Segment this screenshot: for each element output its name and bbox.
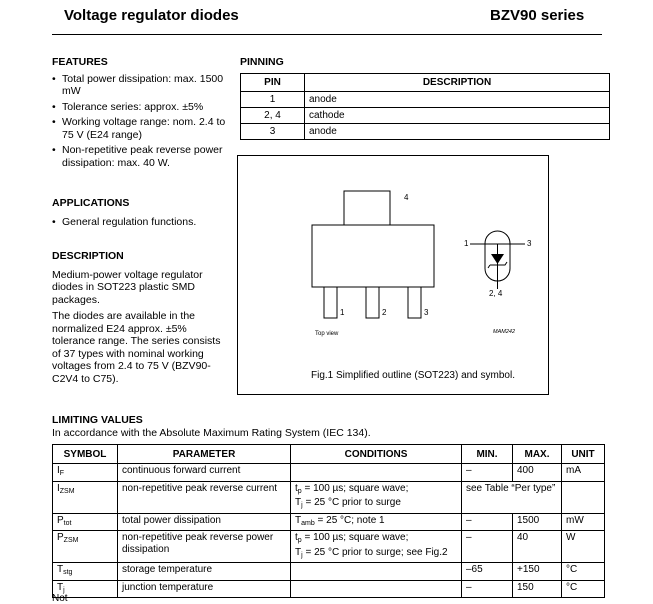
pinning-heading: PINNING	[240, 56, 284, 68]
symbol-label-1: 1	[464, 239, 469, 248]
figure-box	[237, 155, 549, 395]
parameter-cell: non-repetitive peak reverse current	[118, 481, 291, 513]
feature-item: • Working voltage range: nom. 2.4 to 75 V (E24 range)	[52, 116, 227, 141]
table-row	[53, 513, 605, 531]
min-cell: –	[462, 513, 513, 531]
unit-cell	[562, 481, 605, 513]
table-row	[53, 531, 605, 563]
description-heading: DESCRIPTION	[52, 250, 124, 262]
min-cell: –	[462, 464, 513, 482]
unit-cell: W	[562, 531, 605, 563]
conditions-cell: $T_{amb} = 25$ °C; note 1	[291, 513, 462, 531]
limiting-values-subtitle: In accordance with the Absolute Maximum Rating System (IEC 134).	[52, 427, 371, 439]
applications-heading: APPLICATIONS	[52, 197, 130, 209]
document-title: Voltage regulator diodes	[64, 7, 239, 24]
unit-cell: mW	[562, 513, 605, 531]
symbol-cell: $I_{ZSM}$	[53, 481, 118, 513]
leg-3	[408, 287, 421, 318]
min-cell: –	[462, 580, 513, 598]
top-view-label: Top view	[315, 331, 339, 337]
table-row	[53, 464, 605, 482]
parameter-cell: total power dissipation	[118, 513, 291, 531]
unit-cell: °C	[562, 563, 605, 581]
max-cell: +150	[513, 563, 562, 581]
description-section	[52, 250, 224, 389]
limiting-values-section	[52, 414, 605, 598]
pin-description-cell: anode	[305, 92, 610, 108]
symbol-cell: $I_F$	[53, 464, 118, 482]
table-row	[53, 580, 605, 598]
pin-description-cell: cathode	[305, 108, 610, 124]
label-pin1: 1	[340, 308, 345, 317]
min-cell: –	[462, 531, 513, 563]
pin-cell: 1	[241, 92, 305, 108]
table-row	[241, 108, 610, 124]
unit-cell: °C	[562, 580, 605, 598]
pinning-header-row	[241, 74, 610, 92]
leg-1	[324, 287, 337, 318]
diode-triangle-icon	[491, 254, 504, 264]
feature-item: • Non-repetitive peak reverse power dissipation: max. 40 W.	[52, 144, 227, 169]
parameter-column-header: PARAMETER	[118, 445, 291, 464]
unit-cell: mA	[562, 464, 605, 482]
parameter-cell: junction temperature	[118, 580, 291, 598]
header-rule	[52, 34, 602, 35]
applications-section	[52, 197, 227, 231]
figure-code: MAM242	[493, 329, 516, 335]
symbol-cell: $T_{stg}$	[53, 563, 118, 581]
features-section	[52, 56, 227, 172]
min-column-header: MIN.	[462, 445, 513, 464]
features-list	[52, 73, 227, 170]
symbol-cell: $P_{ZSM}$	[53, 531, 118, 563]
max-cell: 1500	[513, 513, 562, 531]
parameter-cell: storage temperature	[118, 563, 291, 581]
feature-item: • Total power dissipation: max. 1500 mW	[52, 73, 227, 98]
pinning-section	[240, 56, 610, 140]
document-series: BZV90 series	[490, 7, 585, 24]
symbol-cell: $P_{tot}$	[53, 513, 118, 531]
min-cell: –65	[462, 563, 513, 581]
conditions-cell	[291, 464, 462, 482]
max-cell: 400	[513, 464, 562, 482]
description-paragraph: Medium-power voltage regulator diodes in SOT223 plastic SMD packages.	[52, 268, 203, 306]
feature-item: • Tolerance series: approx. ±5%	[52, 101, 227, 114]
package-body	[312, 225, 434, 287]
table-row	[241, 92, 610, 108]
symbol-cell: $T_j$	[53, 580, 118, 598]
pin-cell: 2, 4	[241, 108, 305, 124]
pin-cell: 3	[241, 124, 305, 140]
conditions-cell: $t_p = 100$ µs; square wave; $T_j = 25$ °C prior to surge; see Fig.2	[291, 531, 462, 563]
max-column-header: MAX.	[513, 445, 562, 464]
conditions-column-header: CONDITIONS	[291, 445, 462, 464]
pin-column-header: PIN	[241, 74, 305, 92]
figure-caption: Fig.1 Simplified outline (SOT223) and symbol.	[311, 370, 515, 381]
symbol-label-3: 3	[527, 239, 532, 248]
conditions-cell	[291, 580, 462, 598]
pin-description-cell: anode	[305, 124, 610, 140]
limiting-values-table	[52, 444, 605, 598]
symbol-column-header: SYMBOL	[53, 445, 118, 464]
limiting-header-row	[53, 445, 605, 464]
description-column-header: DESCRIPTION	[305, 74, 610, 92]
table-row	[53, 481, 605, 513]
leg-2	[366, 287, 379, 318]
applications-list	[52, 216, 227, 229]
unit-column-header: UNIT	[562, 445, 605, 464]
description-paragraph: The diodes are available in the normalized E24 approx. ±5% tolerance range. The series consists of 37 types with nominal working voltages from 2.4 to 75 V (BZV90-C2V4 to C75).	[52, 310, 221, 385]
label-pin3: 3	[424, 308, 429, 317]
pinning-table	[240, 73, 610, 140]
min-max-cell: see Table “Per type”	[462, 481, 562, 513]
sot223-outline-drawing	[238, 156, 548, 394]
table-row	[53, 563, 605, 581]
max-cell: 150	[513, 580, 562, 598]
limiting-values-heading: LIMITING VALUES	[52, 414, 143, 426]
label-pin4: 4	[404, 193, 409, 202]
tab-outline	[344, 191, 390, 225]
application-item: • General regulation functions.	[52, 216, 227, 229]
conditions-cell: $t_p = 100$ µs; square wave; $T_j = 25$ °C prior to surge	[291, 481, 462, 513]
max-cell: 40	[513, 531, 562, 563]
features-heading: FEATURES	[52, 56, 108, 68]
table-row	[241, 124, 610, 140]
parameter-cell: continuous forward current	[118, 464, 291, 482]
label-pin2: 2	[382, 308, 387, 317]
parameter-cell: non-repetitive peak reverse power dissipation	[118, 531, 291, 563]
symbol-label-2-4: 2, 4	[489, 289, 503, 298]
notes-heading-partial: Not	[52, 593, 68, 604]
conditions-cell	[291, 563, 462, 581]
